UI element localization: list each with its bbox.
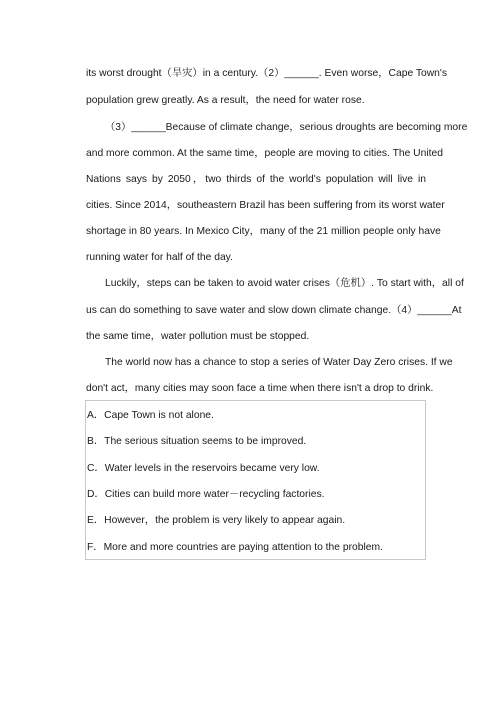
passage-line: shortage in 80 years. In Mexico City，many of the 21 million people only have xyxy=(86,226,441,237)
passage-line: running water for half of the day. xyxy=(86,252,233,263)
options-box xyxy=(85,400,426,560)
passage-line: Luckily，steps can be taken to avoid water crises（危机）. To start with，all of xyxy=(105,278,464,289)
option-e: E．However，the problem is very likely to appear again. xyxy=(87,515,346,526)
passage-line: population grew greatly. As a result，the need for water rose. xyxy=(86,95,365,106)
passage-line: its worst drought（旱灾）in a century.（2）______. Even worse，Cape Town's xyxy=(86,68,447,79)
passage-line: us can do something to save water and slow down climate change.（4）______At xyxy=(86,305,462,316)
passage-line: cities. Since 2014，southeastern Brazil has been suffering from its worst water xyxy=(86,200,445,211)
passage-line: don't act，many cities may soon face a time when there isn't a drop to drink. xyxy=(86,383,434,394)
passage-line: The world now has a chance to stop a series of Water Day Zero crises. If we xyxy=(105,357,453,368)
option-c: C．Water levels in the reservoirs became very low. xyxy=(87,463,320,474)
passage-line: （3）______Because of climate change，serious droughts are becoming more xyxy=(105,122,468,133)
option-a: A．Cape Town is not alone. xyxy=(87,410,214,421)
option-b: B．The serious situation seems to be improved. xyxy=(87,436,307,447)
passage-line: and more common. At the same time，people are moving to cities. The United xyxy=(86,148,443,159)
passage-line: the same time，water pollution must be stopped. xyxy=(86,331,310,342)
passage-line: Nations says by 2050，two thirds of the world's population will live in xyxy=(86,174,426,185)
option-f: F．More and more countries are paying attention to the problem. xyxy=(87,542,383,553)
option-d: D．Cities can build more water－recycling factories. xyxy=(87,489,325,500)
